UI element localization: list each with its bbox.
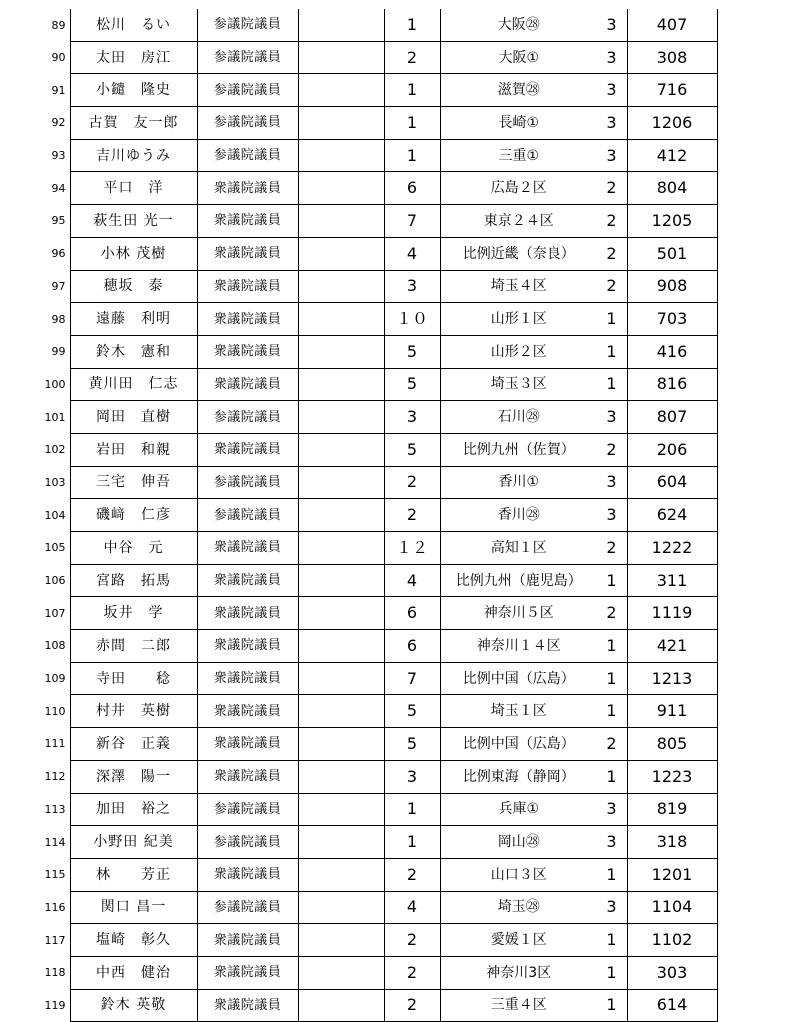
electoral-district: 神奈川５区 [440,597,597,630]
blank-cell [298,924,384,957]
term-count: １２ [384,532,440,565]
record-code: 805 [627,728,717,761]
group-number: 3 [597,41,627,74]
row-number: 101 [44,410,66,424]
blank-cell [298,335,384,368]
table-row [0,924,717,957]
table-row [0,41,717,74]
electoral-district: 大阪㉘ [440,9,597,41]
row-number: 96 [51,247,66,261]
blank-cell [298,107,384,140]
term-count: 3 [384,270,440,303]
table-row [0,74,717,107]
term-count: 1 [384,826,440,859]
row-number: 113 [44,802,66,816]
record-code: 308 [627,41,717,74]
blank-cell [298,172,384,205]
house-label: 衆議院議員 [197,368,298,401]
member-name: 坂井 学 [70,597,197,630]
electoral-district: 香川㉘ [440,499,597,532]
electoral-district: 高知１区 [440,532,597,565]
row-number: 92 [51,116,66,130]
row-number: 103 [44,475,66,489]
table-row [0,172,717,205]
electoral-district: 埼玉３区 [440,368,597,401]
row-number: 112 [44,770,66,784]
group-number: 3 [597,107,627,140]
house-label: 衆議院議員 [197,760,298,793]
record-code: 1205 [627,205,717,238]
table-row [0,630,717,663]
term-count: 5 [384,368,440,401]
blank-cell [298,891,384,924]
blank-cell [298,826,384,859]
blank-cell [298,956,384,989]
electoral-district: 香川① [440,466,597,499]
electoral-district: 比例中国（広島） [440,662,597,695]
electoral-district: 比例東海（静岡） [440,760,597,793]
term-count: 6 [384,630,440,663]
term-count: 2 [384,989,440,1022]
electoral-district: 大阪① [440,41,597,74]
member-name: 赤間 二郎 [70,630,197,663]
record-code: 311 [627,564,717,597]
blank-cell [298,760,384,793]
record-code: 819 [627,793,717,826]
house-label: 参議院議員 [197,793,298,826]
table-row [0,532,717,565]
group-number: 2 [597,597,627,630]
table-row [0,466,717,499]
table-row [0,956,717,989]
table-row [0,9,717,41]
term-count: 5 [384,335,440,368]
row-number: 98 [51,312,66,326]
blank-cell [298,695,384,728]
house-label: 参議院議員 [197,107,298,140]
record-code: 318 [627,826,717,859]
term-count: 7 [384,662,440,695]
electoral-district: 埼玉１区 [440,695,597,728]
record-code: 1213 [627,662,717,695]
row-number: 109 [44,672,66,686]
group-number: 1 [597,662,627,695]
house-label: 衆議院議員 [197,695,298,728]
member-name: 鈴木 憲和 [70,335,197,368]
house-label: 衆議院議員 [197,335,298,368]
member-name: 寺田 稔 [70,662,197,695]
table-row [0,858,717,891]
term-count: 1 [384,74,440,107]
house-label: 衆議院議員 [197,205,298,238]
table-row [0,237,717,270]
member-name: 新谷 正義 [70,728,197,761]
electoral-district: 埼玉㉘ [440,891,597,924]
group-number: 3 [597,793,627,826]
term-count: 2 [384,466,440,499]
blank-cell [298,499,384,532]
member-name: 小野田 紀美 [70,826,197,859]
group-number: 2 [597,728,627,761]
blank-cell [298,793,384,826]
table-row [0,597,717,630]
row-number: 94 [51,181,66,195]
group-number: 2 [597,237,627,270]
group-number: 1 [597,303,627,336]
blank-cell [298,9,384,41]
row-number: 111 [44,737,66,751]
member-name: 鈴木 英敬 [70,989,197,1022]
table-row [0,499,717,532]
member-name: 村井 英樹 [70,695,197,728]
group-number: 2 [597,205,627,238]
term-count: 3 [384,760,440,793]
row-number: 118 [44,966,66,980]
row-number: 95 [51,214,66,228]
blank-cell [298,662,384,695]
member-name: 加田 裕之 [70,793,197,826]
term-count: 2 [384,858,440,891]
record-code: 421 [627,630,717,663]
house-label: 衆議院議員 [197,989,298,1022]
group-number: 1 [597,695,627,728]
group-number: 1 [597,368,627,401]
term-count: 1 [384,793,440,826]
blank-cell [298,205,384,238]
term-count: 4 [384,564,440,597]
term-count: 4 [384,891,440,924]
member-name: 黄川田 仁志 [70,368,197,401]
term-count: 5 [384,728,440,761]
table-row [0,793,717,826]
member-name: 松川 るい [70,9,197,41]
legislator-table-body [0,9,717,1022]
electoral-district: 滋賀㉘ [440,74,597,107]
group-number: 3 [597,9,627,41]
member-name: 塩崎 彰久 [70,924,197,957]
member-name: 岩田 和親 [70,433,197,466]
blank-cell [298,728,384,761]
term-count: 1 [384,9,440,41]
house-label: 参議院議員 [197,74,298,107]
table-row [0,826,717,859]
row-number: 108 [44,639,66,653]
record-code: 206 [627,433,717,466]
record-code: 807 [627,401,717,434]
member-name: 小林 茂樹 [70,237,197,270]
record-code: 1206 [627,107,717,140]
group-number: 2 [597,433,627,466]
group-number: 3 [597,826,627,859]
electoral-district: 山形２区 [440,335,597,368]
electoral-district: 兵庫① [440,793,597,826]
row-number: 114 [44,835,66,849]
house-label: 参議院議員 [197,826,298,859]
group-number: 1 [597,335,627,368]
house-label: 衆議院議員 [197,237,298,270]
row-number: 91 [51,83,66,97]
term-count: 1 [384,107,440,140]
row-number: 117 [44,933,66,947]
house-label: 衆議院議員 [197,728,298,761]
record-code: 816 [627,368,717,401]
group-number: 1 [597,989,627,1022]
blank-cell [298,989,384,1022]
blank-cell [298,532,384,565]
table-row [0,891,717,924]
table-row [0,401,717,434]
record-code: 1201 [627,858,717,891]
blank-cell [298,630,384,663]
blank-cell [298,466,384,499]
term-count: 4 [384,237,440,270]
term-count: １０ [384,303,440,336]
blank-cell [298,270,384,303]
group-number: 1 [597,956,627,989]
row-number: 110 [44,704,66,718]
house-label: 衆議院議員 [197,597,298,630]
table-row [0,728,717,761]
electoral-district: 埼玉４区 [440,270,597,303]
row-number: 119 [44,998,66,1012]
group-number: 3 [597,401,627,434]
table-row [0,433,717,466]
blank-cell [298,303,384,336]
member-name: 小鑓 隆史 [70,74,197,107]
electoral-district: 山口３区 [440,858,597,891]
member-name: 関口 昌一 [70,891,197,924]
group-number: 1 [597,630,627,663]
legislator-table [0,9,718,1022]
house-label: 衆議院議員 [197,303,298,336]
blank-cell [298,139,384,172]
member-name: 古賀 友一郎 [70,107,197,140]
row-number: 89 [51,18,66,32]
member-name: 萩生田 光一 [70,205,197,238]
group-number: 3 [597,74,627,107]
record-code: 1223 [627,760,717,793]
term-count: 3 [384,401,440,434]
record-code: 624 [627,499,717,532]
electoral-district: 三重４区 [440,989,597,1022]
house-label: 参議院議員 [197,41,298,74]
house-label: 衆議院議員 [197,532,298,565]
group-number: 2 [597,532,627,565]
row-number: 93 [51,149,66,163]
house-label: 参議院議員 [197,499,298,532]
group-number: 1 [597,858,627,891]
table-row [0,205,717,238]
house-label: 衆議院議員 [197,564,298,597]
member-name: 宮路 拓馬 [70,564,197,597]
table-row [0,335,717,368]
row-number: 106 [44,574,66,588]
member-name: 林 芳正 [70,858,197,891]
record-code: 303 [627,956,717,989]
row-number: 105 [44,541,66,555]
record-code: 1119 [627,597,717,630]
table-row [0,662,717,695]
term-count: 5 [384,433,440,466]
electoral-district: 広島２区 [440,172,597,205]
row-number: 100 [44,377,66,391]
group-number: 1 [597,760,627,793]
record-code: 1222 [627,532,717,565]
blank-cell [298,433,384,466]
term-count: 6 [384,597,440,630]
electoral-district: 岡山㉘ [440,826,597,859]
term-count: 7 [384,205,440,238]
table-row [0,368,717,401]
house-label: 参議院議員 [197,139,298,172]
record-code: 804 [627,172,717,205]
house-label: 衆議院議員 [197,433,298,466]
record-code: 412 [627,139,717,172]
member-name: 穂坂 泰 [70,270,197,303]
table-row [0,695,717,728]
table-row [0,760,717,793]
row-number: 115 [44,868,66,882]
member-name: 深澤 陽一 [70,760,197,793]
house-label: 参議院議員 [197,401,298,434]
group-number: 3 [597,466,627,499]
member-name: 平口 洋 [70,172,197,205]
house-label: 衆議院議員 [197,858,298,891]
table-row [0,303,717,336]
term-count: 2 [384,499,440,532]
record-code: 407 [627,9,717,41]
member-name: 中谷 元 [70,532,197,565]
electoral-district: 比例中国（広島） [440,728,597,761]
blank-cell [298,41,384,74]
member-name: 岡田 直樹 [70,401,197,434]
group-number: 2 [597,270,627,303]
blank-cell [298,858,384,891]
electoral-district: 神奈川3区 [440,956,597,989]
record-code: 604 [627,466,717,499]
house-label: 衆議院議員 [197,630,298,663]
blank-cell [298,74,384,107]
term-count: 6 [384,172,440,205]
group-number: 3 [597,891,627,924]
member-name: 吉川ゆうみ [70,139,197,172]
house-label: 衆議院議員 [197,956,298,989]
electoral-district: 長崎① [440,107,597,140]
row-number: 116 [44,900,66,914]
electoral-district: 三重① [440,139,597,172]
record-code: 908 [627,270,717,303]
member-name: 三宅 伸吾 [70,466,197,499]
house-label: 衆議院議員 [197,172,298,205]
blank-cell [298,237,384,270]
house-label: 衆議院議員 [197,924,298,957]
member-name: 太田 房江 [70,41,197,74]
term-count: 2 [384,956,440,989]
record-code: 1104 [627,891,717,924]
table-row [0,107,717,140]
row-number: 107 [44,606,66,620]
table-row [0,139,717,172]
electoral-district: 神奈川１４区 [440,630,597,663]
electoral-district: 比例九州（鹿児島） [440,564,597,597]
electoral-district: 愛媛１区 [440,924,597,957]
house-label: 参議院議員 [197,9,298,41]
member-name: 中西 健治 [70,956,197,989]
electoral-district: 比例近畿（奈良） [440,237,597,270]
record-code: 501 [627,237,717,270]
row-number: 99 [51,345,66,359]
blank-cell [298,401,384,434]
table-row [0,270,717,303]
row-number: 90 [51,51,66,65]
electoral-district: 比例九州（佐賀） [440,433,597,466]
record-code: 703 [627,303,717,336]
blank-cell [298,597,384,630]
row-number: 102 [44,443,66,457]
blank-cell [298,368,384,401]
term-count: 2 [384,41,440,74]
house-label: 参議院議員 [197,891,298,924]
row-number: 104 [44,508,66,522]
electoral-district: 石川㉘ [440,401,597,434]
group-number: 3 [597,499,627,532]
record-code: 911 [627,695,717,728]
member-name: 遠藤 利明 [70,303,197,336]
group-number: 3 [597,139,627,172]
table-row [0,989,717,1022]
term-count: 1 [384,139,440,172]
group-number: 2 [597,172,627,205]
electoral-district: 東京２４区 [440,205,597,238]
record-code: 416 [627,335,717,368]
row-number: 97 [51,279,66,293]
record-code: 1102 [627,924,717,957]
blank-cell [298,564,384,597]
record-code: 716 [627,74,717,107]
group-number: 1 [597,924,627,957]
house-label: 参議院議員 [197,466,298,499]
house-label: 衆議院議員 [197,270,298,303]
table-row [0,564,717,597]
term-count: 5 [384,695,440,728]
house-label: 衆議院議員 [197,662,298,695]
term-count: 2 [384,924,440,957]
electoral-district: 山形１区 [440,303,597,336]
member-name: 磯﨑 仁彦 [70,499,197,532]
record-code: 614 [627,989,717,1022]
group-number: 1 [597,564,627,597]
